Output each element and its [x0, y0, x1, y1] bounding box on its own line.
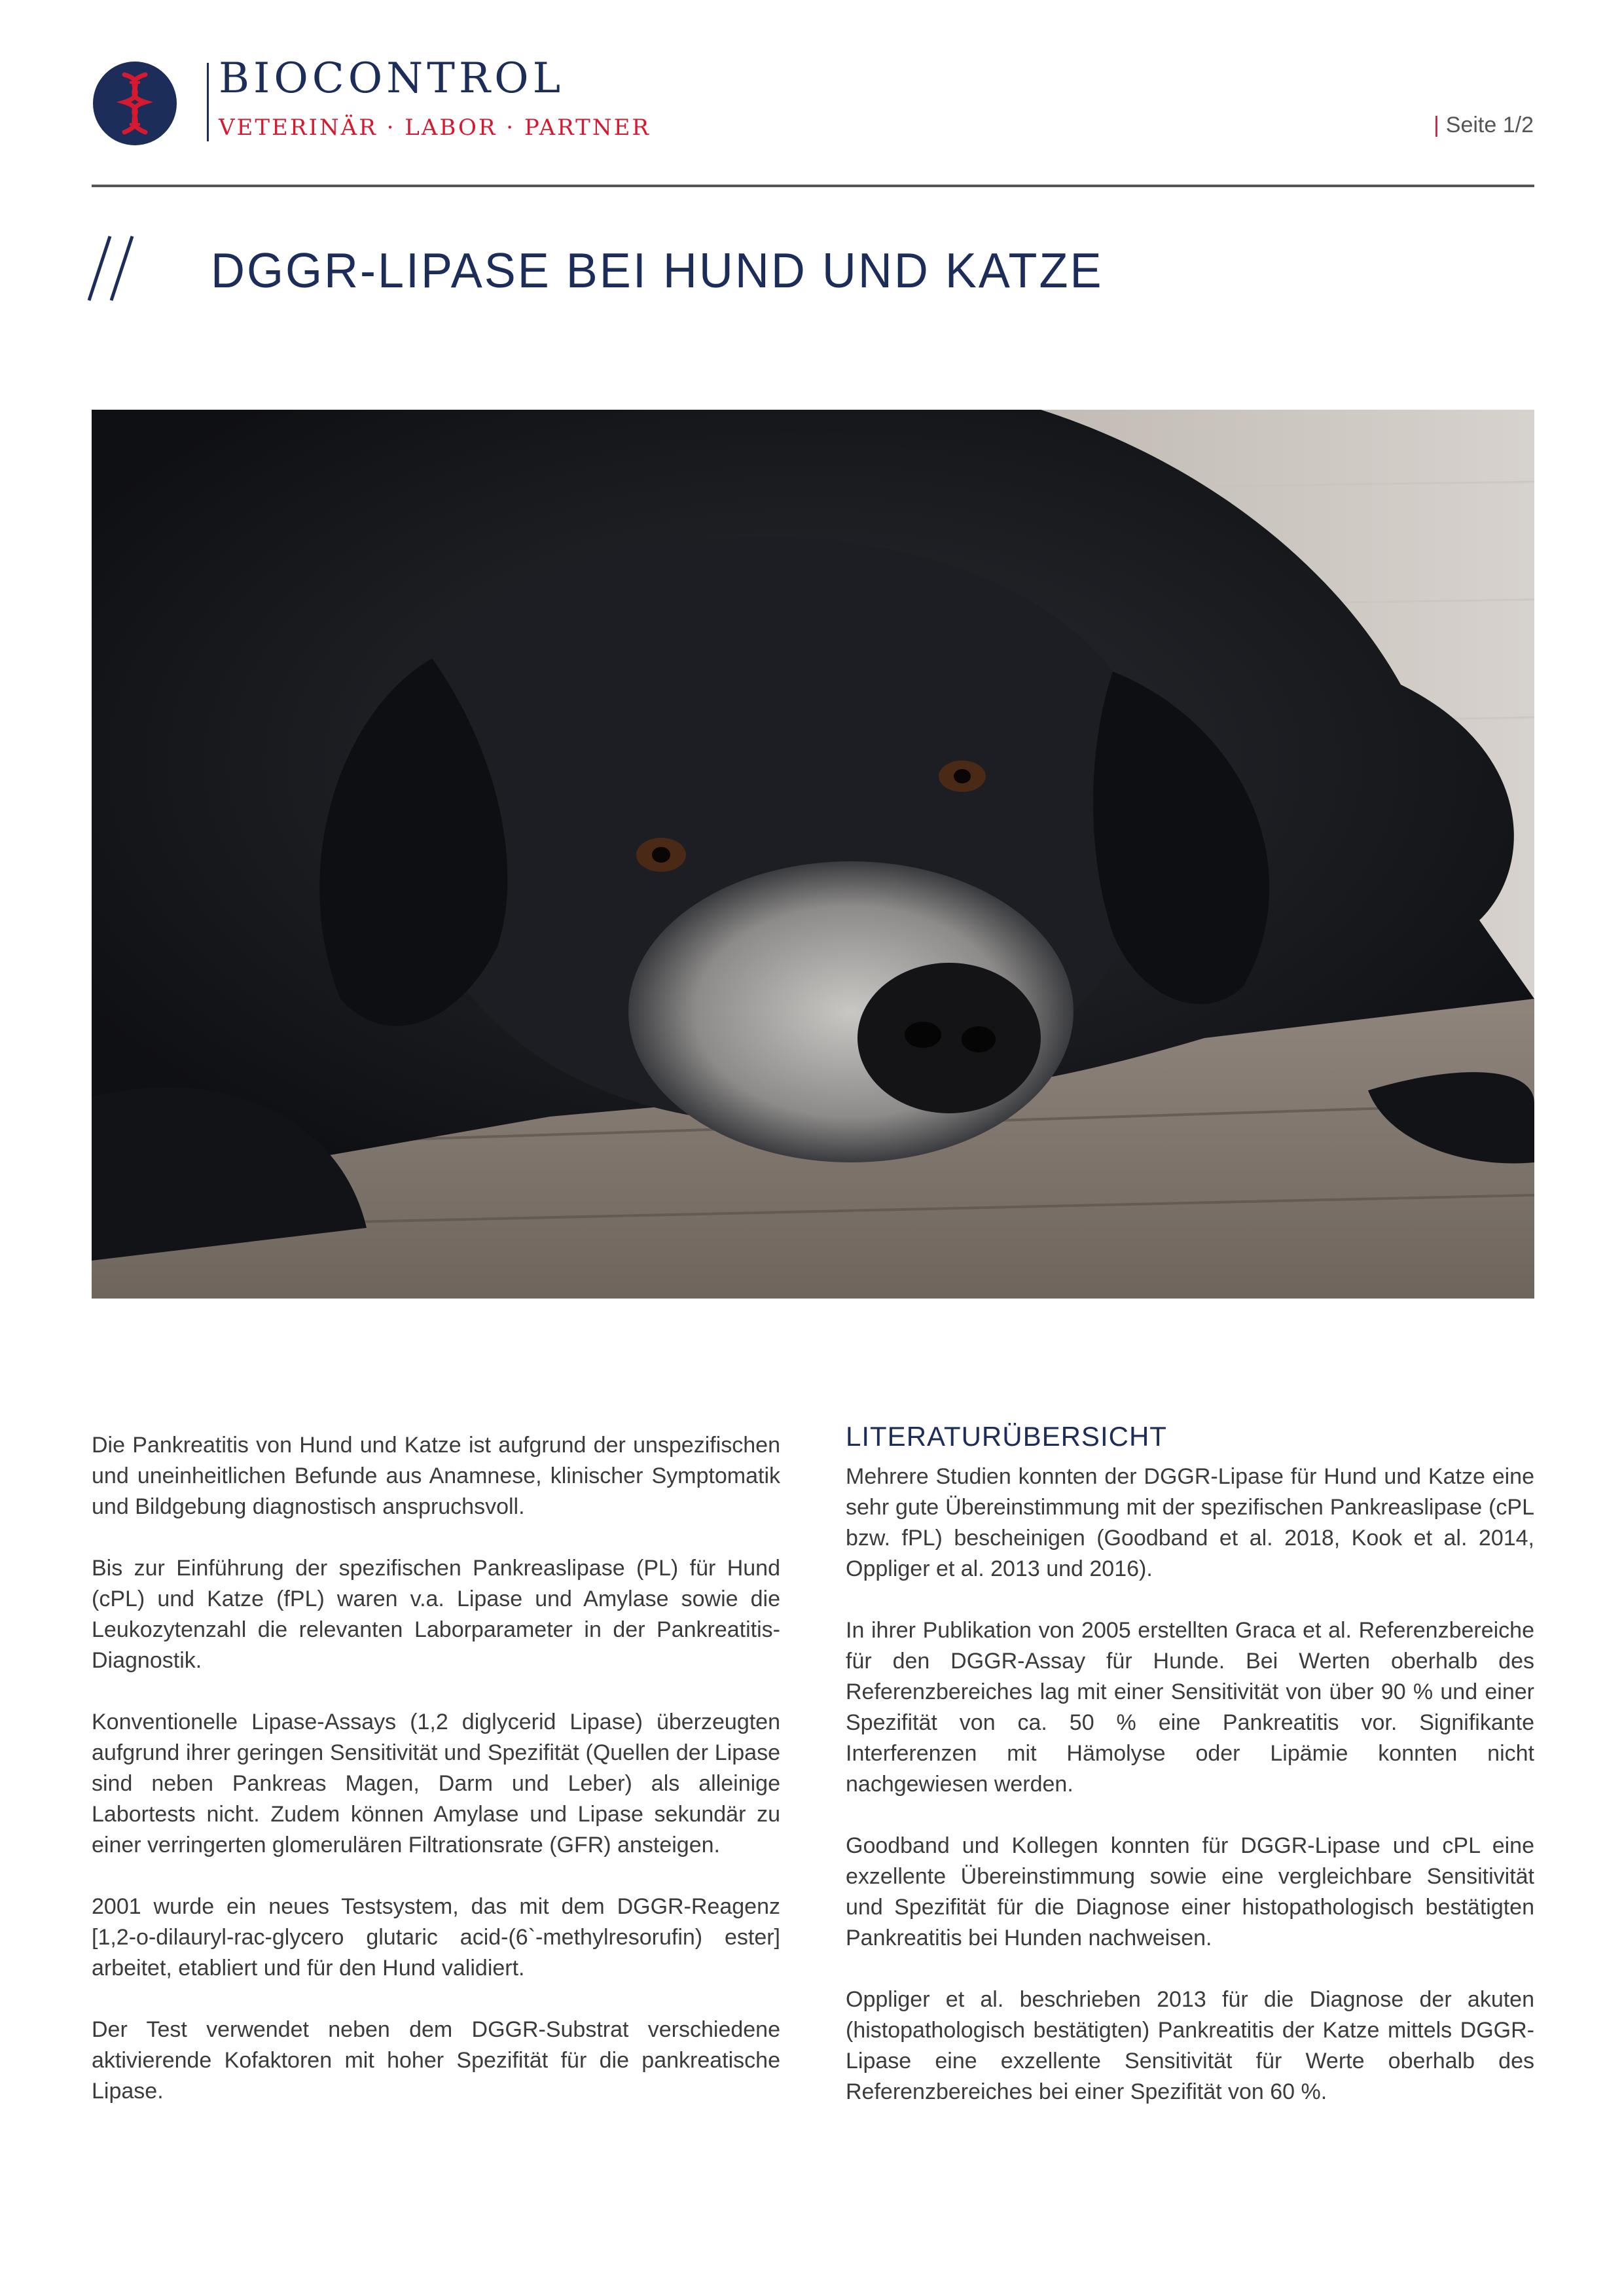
paragraph: Mehrere Studien konnten der DGGR-Lipase für Hund und Katze eine sehr gute Übereinstimmung mit der spezifischen Pankreaslipase (cPL bzw. fPL) bescheinigen (Goodband et al. 2018, Kook et al. 2014, Oppliger et al. 2013 und 2016).	[846, 1464, 1534, 1581]
page-title: DGGR-LIPASE BEI HUND UND KATZE	[211, 243, 1104, 298]
header-rule	[92, 185, 1534, 187]
left-column	[92, 1430, 780, 2138]
page-number	[1434, 113, 1534, 138]
page-number-separator: |	[1433, 113, 1439, 137]
paragraph: Konventionelle Lipase-Assays (1,2 diglycerid Lipase) überzeugten aufgrund ihrer geringen Sensitivität und Spezifität (Quellen der Lipase sind neben Pankreas Magen, Darm und Leber) als alleinige Labortests nicht. Zudem können Amylase und Lipase sekundär zu einer verringerten glomerulären Filtrationsrate (GFR) ansteigen.	[92, 1710, 780, 1857]
right-column	[846, 1417, 1534, 2138]
double-slash-icon	[85, 232, 137, 304]
paragraph: Der Test verwendet neben dem DGGR-Substrat verschiedene aktivierende Kofaktoren mit hoher Spezifität für die pankreatische Lipase.	[92, 2017, 780, 2104]
dog-photo-icon	[92, 410, 1534, 1299]
hero-dog-photo	[92, 410, 1534, 1299]
brand-divider	[207, 63, 209, 141]
paragraph: Bis zur Einführung der spezifischen Pankreaslipase (PL) für Hund (cPL) und Katze (fPL) waren v.a. Lipase und Amylase sowie die Leukozytenzahl die relevanten Laborparameter in der Pankreatitis-Diagnostik.	[92, 1556, 780, 1673]
paragraph: Die Pankreatitis von Hund und Katze ist aufgrund der unspezifischen und uneinheitlichen Befunde aus Anamnese, klinischer Symptomatik und Bildgebung diagnostisch anspruchsvoll.	[92, 1433, 780, 1519]
brand-tagline: VETERINÄR · LABOR · PARTNER	[219, 115, 651, 141]
biocontrol-logo-icon	[92, 60, 178, 147]
page-number-text: Seite 1/2	[1445, 113, 1534, 137]
paragraph: Oppliger et al. beschrieben 2013 für die Diagnose der akuten (histopathologisch bestätigten) Pankreatitis der Katze mittels DGGR-Lipase eine exzellente Sensitivität für Werte oberhalb des Referenzbereiches bei einer Spezifität von 60 %.	[846, 1987, 1534, 2104]
paragraph: 2001 wurde ein neues Testsystem, das mit dem DGGR-Reagenz [1,2-o-dilauryl-rac-glycero glutaric acid-(6`-methylresorufin) ester] arbeitet, etabliert und für den Hund validiert.	[92, 1894, 780, 1981]
brand-name: BIOCONTROL	[219, 54, 565, 103]
section-heading: LITERATURÜBERSICHT	[846, 1421, 1167, 1452]
paragraph: Goodband und Kollegen konnten für DGGR-Lipase und cPL eine exzellente Übereinstimmung sowie eine vergleichbare Sensitivität und Spezifität für die Diagnose einer histopathologisch bestätigten Pankreatitis bei Hunden nachweisen.	[846, 1833, 1534, 1950]
paragraph: In ihrer Publikation von 2005 erstellten Graca et al. Referenzbereiche für den DGGR-Assay für Hunde. Bei Werten oberhalb des Referenzbereiches lag mit einer Sensitivität von über 90 % und einer Spezifität von ca. 50 % eine Pankreatitis vor. Signifikante Interferenzen mit Hämolyse oder Lipämie konnten nicht nachgewiesen werden.	[846, 1618, 1534, 1797]
